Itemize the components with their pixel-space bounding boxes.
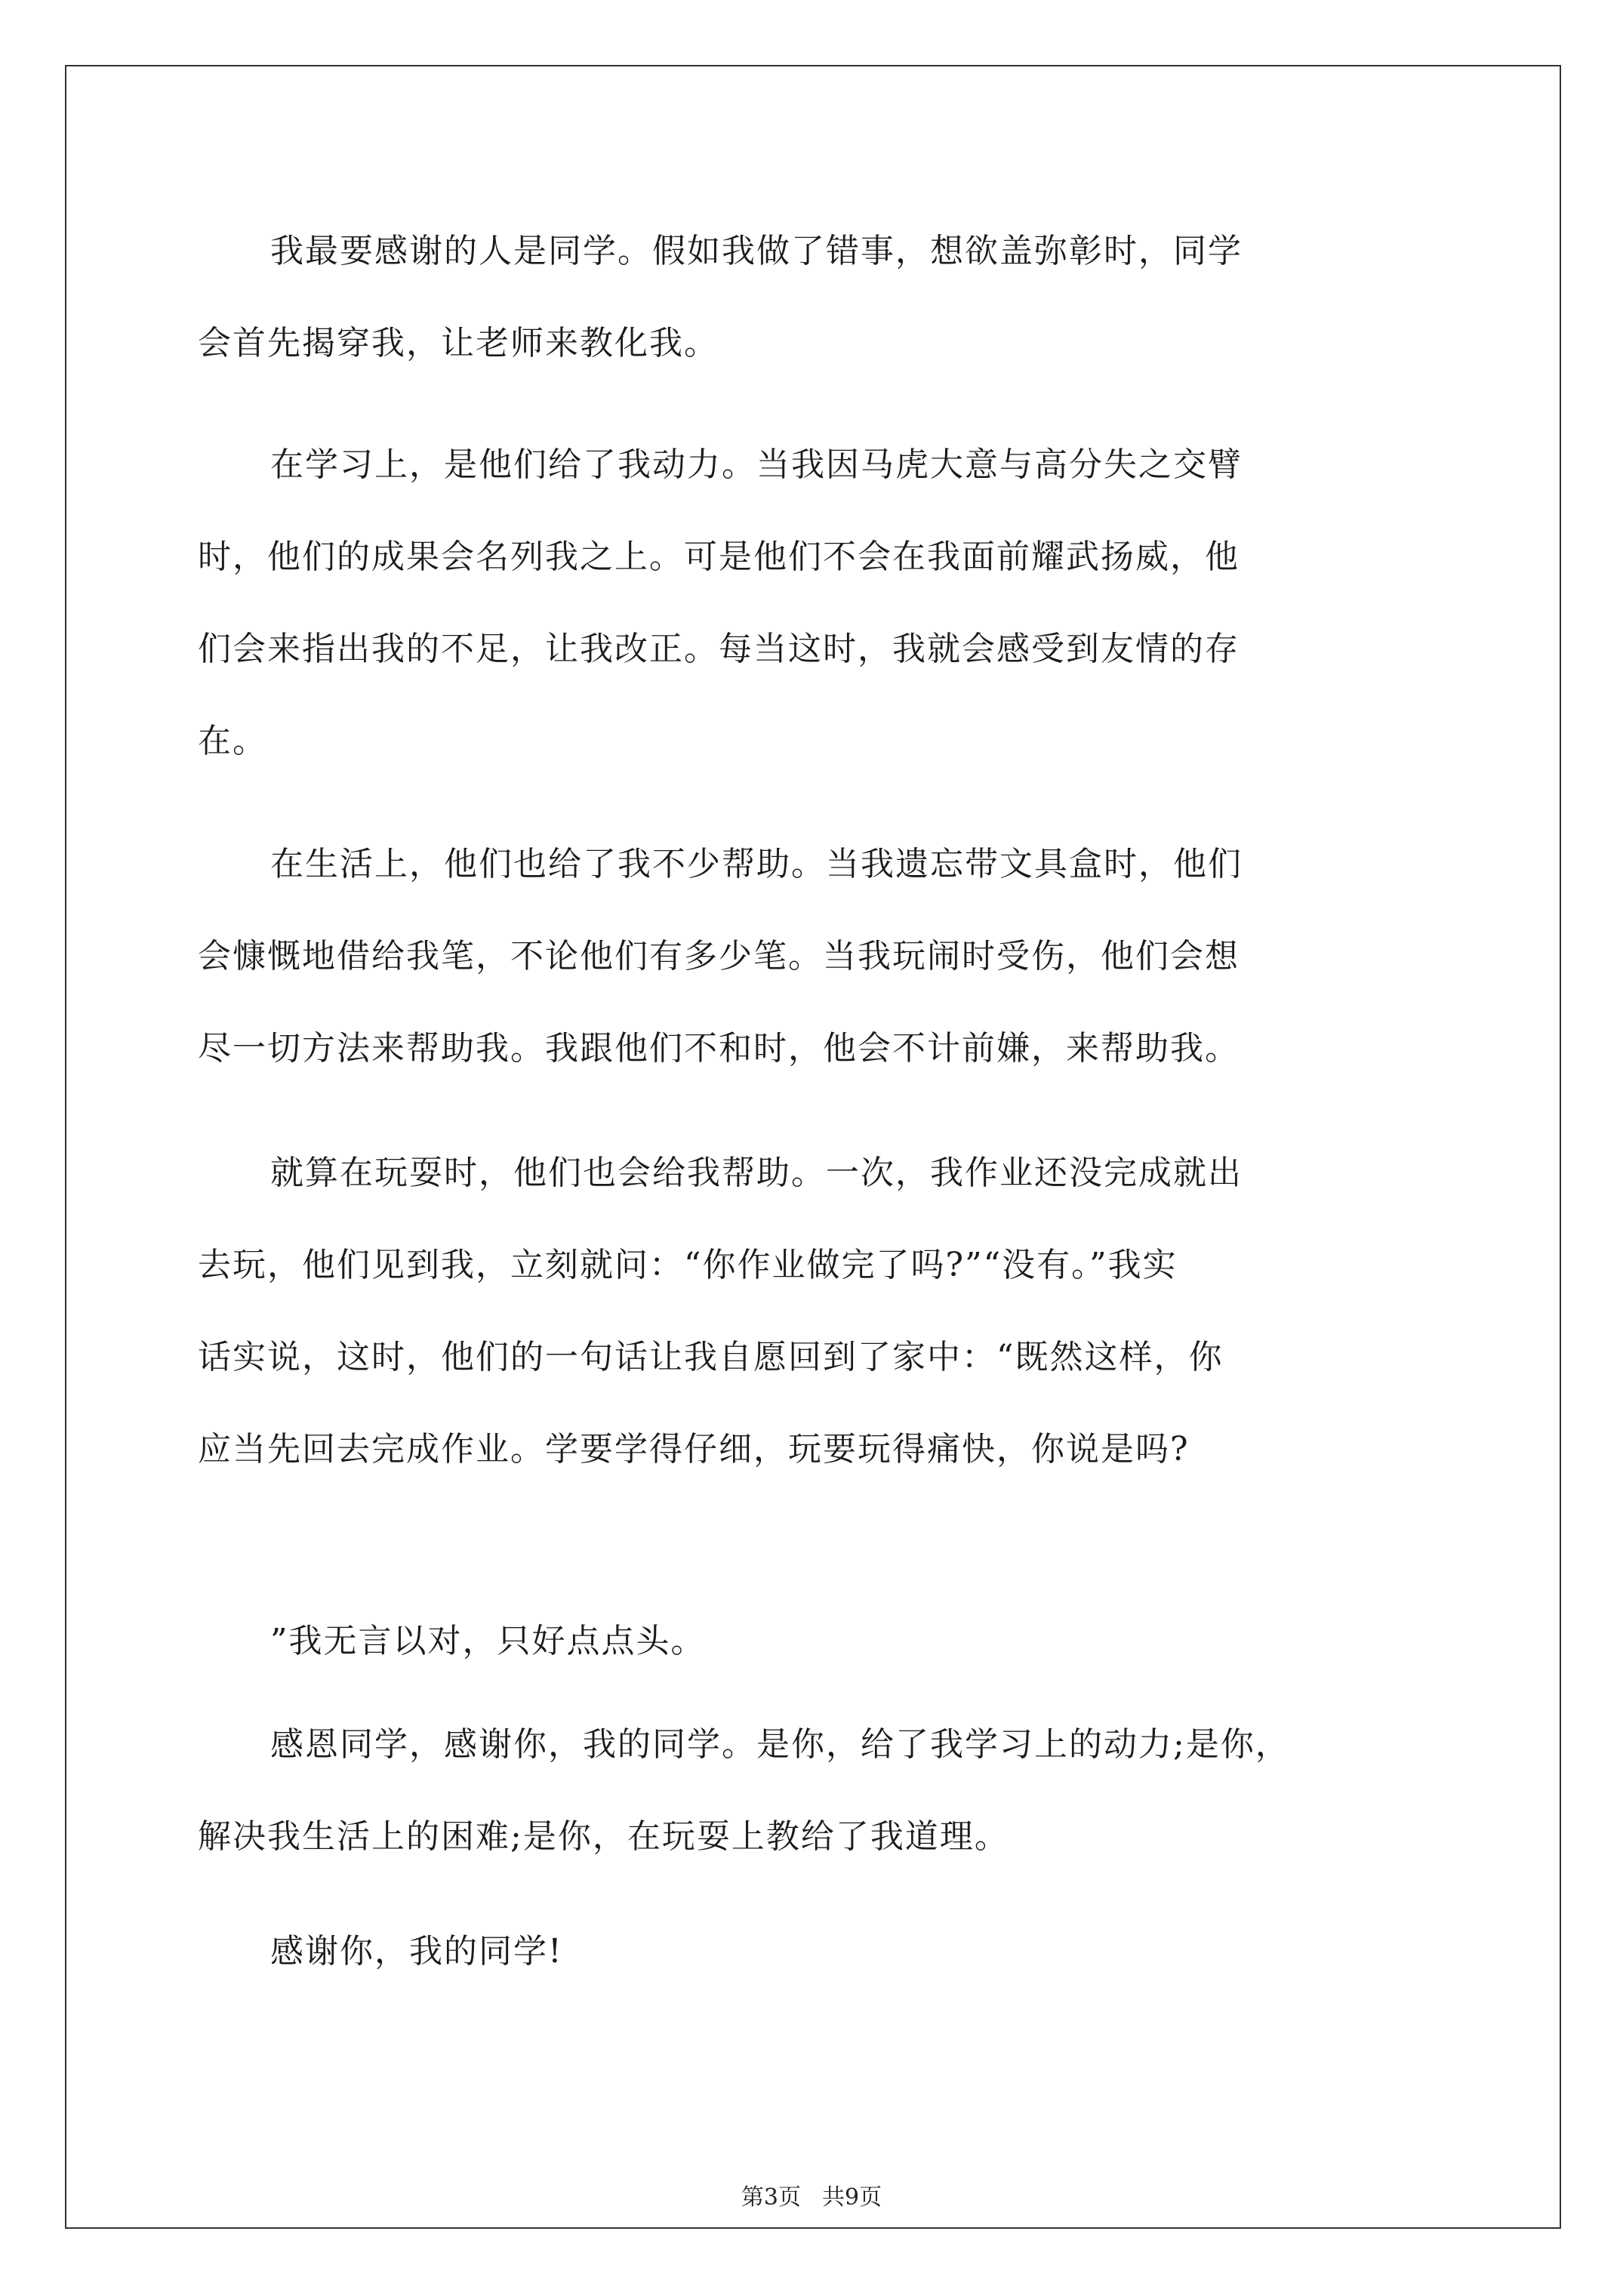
text-line: 感恩同学，感谢你，我的同学。是你，给了我学习上的动力;是你，: [270, 1725, 1290, 1764]
paragraph: [198, 1595, 1436, 1687]
page-footer: [0, 2178, 1623, 2211]
page-number: 第3页: [741, 2184, 801, 2211]
text-line: 会首先揭穿我，让老师来教化我。: [198, 324, 719, 362]
text-line: 会慷慨地借给我笔，不论他们有多少笔。当我玩闹时受伤，他们会想: [198, 937, 1240, 975]
text-line: 就算在玩耍时，他们也会给我帮助。一次，我作业还没完成就出: [270, 1154, 1243, 1192]
text-line: 应当先回去完成作业。学要学得仔细，玩要玩得痛快，你说是吗?: [198, 1430, 1190, 1469]
text-line: 在生活上，他们也给了我不少帮助。当我遗忘带文具盒时，他们: [270, 845, 1243, 883]
text-line: 解决我生活上的困难;是你，在玩耍上教给了我道理。: [198, 1817, 1009, 1856]
text-line: ”我无言以对，只好点点头。: [270, 1622, 706, 1660]
text-line: 感谢你，我的同学!: [270, 1932, 563, 1971]
text-line: 在。: [198, 722, 267, 760]
text-line: 去玩，他们见到我，立刻就问：“你作业做完了吗?”“没有。”我实: [198, 1246, 1178, 1284]
paragraph: [198, 1906, 1436, 1998]
page-total: 共9页: [822, 2184, 882, 2211]
paragraph: [198, 1699, 1436, 1883]
text-line: 我最要感谢的人是同学。假如我做了错事，想欲盖弥彰时，同学: [270, 232, 1243, 270]
text-line: 话实说，这时，他们的一句话让我自愿回到了家中：“既然这样，你: [198, 1338, 1224, 1376]
text-line: 们会来指出我的不足，让我改正。每当这时，我就会感受到友情的存: [198, 630, 1240, 668]
paragraph: [198, 419, 1436, 787]
text-line: 在学习上，是他们给了我动力。当我因马虎大意与高分失之交臂: [270, 445, 1243, 484]
text-line: 尽一切方法来帮助我。我跟他们不和时，他会不计前嫌，来帮助我。: [198, 1029, 1240, 1068]
paragraph: [198, 1127, 1436, 1496]
paragraph: [198, 818, 1436, 1095]
paragraph: [198, 205, 1436, 390]
text-line: 时，他们的成果会名列我之上。可是他们不会在我面前耀武扬威，他: [198, 538, 1240, 576]
